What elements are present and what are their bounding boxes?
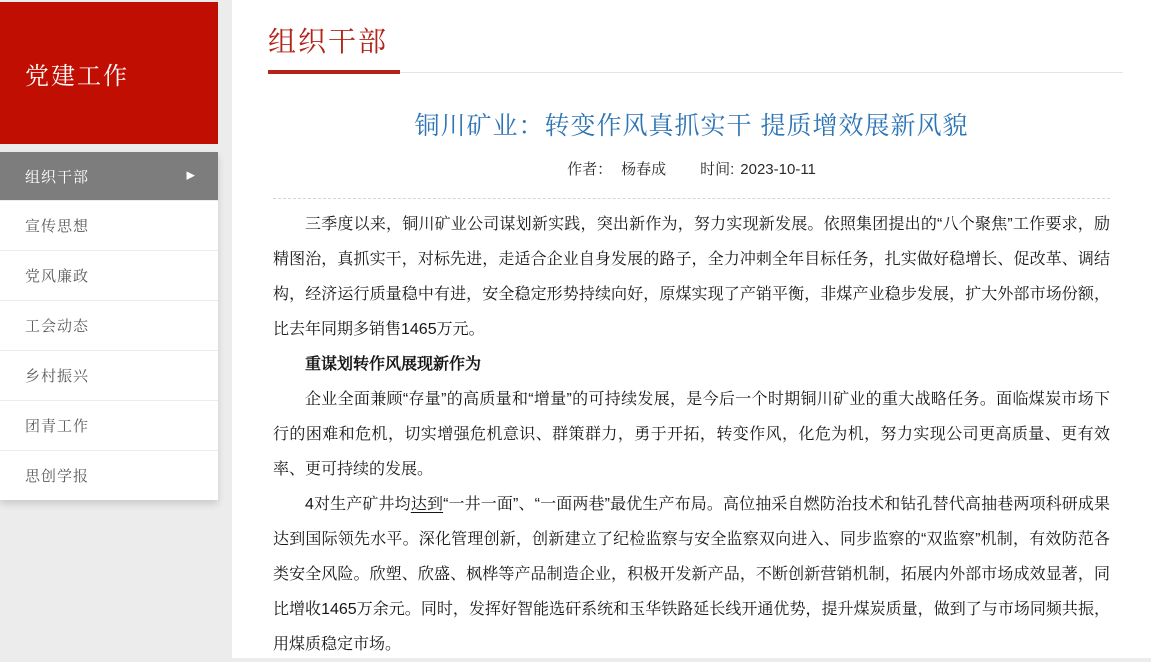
section-divider-accent: [268, 70, 400, 74]
article-meta: [232, 158, 1151, 179]
sidebar-item-label: 思创学报: [25, 468, 90, 485]
sidebar-header: [0, 2, 218, 144]
section-title: 组织干部: [268, 26, 389, 57]
sidebar-menu: [0, 152, 218, 500]
time-value: 2023-10-11: [740, 161, 816, 178]
author-label: 作者：: [567, 161, 613, 178]
paragraph-3-rest: “一井一面”、“一面两巷”最优生产布局。高位抽采自燃防治技术和钻孔替代高抽巷两项科研成果达到国际领先水平。深化管理创新，创新建立了纪检监察与安全监察双向进入、同步监察的“双监察”机制，有效防范各类安全风险。欣塑、欣盛、枫桦等产品制造企业，积极开发新产品，不断创新营销机制，拓展内外部市场成效显著，同比增收1465万余元。同时，发挥好智能选矸系统和玉华铁路延长线开通优势，提升煤炭质量，做到了与市场同频共振，用煤质稳定市场。: [273, 496, 1110, 653]
sidebar-item-label: 团青工作: [25, 418, 90, 435]
sidebar-item-label: 宣传思想: [25, 218, 90, 235]
article-subtitle: 重谋划转作风展现新作为: [305, 356, 482, 373]
article: [232, 106, 1151, 662]
sidebar-item-label: 工会动态: [25, 318, 90, 335]
paragraph-2: 企业全面兼顾“存量”的高质量和“增量”的可持续发展，是今后一个时期铜川矿业的重大战略任务。面临煤炭市场下行的困难和危机，切实增强危机意识、群策群力，勇于开拓，转变作风，化危为机，努力实现公司更高质量、更有效率、更可持续的发展。: [273, 391, 1110, 478]
sidebar-item-label: 组织干部: [25, 168, 90, 186]
sidebar-item-label: 乡村振兴: [25, 368, 90, 385]
time-label: 时间:: [700, 161, 735, 178]
section-header: [232, 0, 1151, 73]
sidebar-title: 党建工作: [25, 62, 129, 90]
paragraph-3-pre: 4对生产矿井均: [305, 496, 411, 513]
sidebar-item-dangfenglianzheng[interactable]: [0, 250, 218, 300]
paragraph-3: [273, 487, 1110, 662]
sidebar-item-zuzhiganbu[interactable]: [0, 152, 218, 200]
sidebar-item-xiangcunzhenxing[interactable]: [0, 350, 218, 400]
sidebar-item-sichuangxuebao[interactable]: [0, 450, 218, 500]
sidebar-item-gonghuidongtai[interactable]: [0, 300, 218, 350]
article-body: [273, 207, 1110, 662]
sidebar-item-xuanchuansixiang[interactable]: [0, 200, 218, 250]
dashed-divider: [273, 198, 1110, 199]
main-content: [232, 0, 1151, 658]
sidebar-item-tuanqinggongzuo[interactable]: [0, 400, 218, 450]
sidebar-item-label: 党风廉政: [25, 268, 90, 285]
article-title: 铜川矿业：转变作风真抓实干 提质增效展新风貌: [414, 112, 969, 140]
arrow-right-icon: ▶: [186, 169, 196, 182]
author-name: 杨春成: [621, 161, 667, 178]
paragraph-3-underlined: 达到: [410, 496, 444, 513]
section-divider: [268, 69, 1123, 73]
sidebar: [0, 0, 218, 500]
paragraph-1: 三季度以来，铜川矿业公司谋划新实践，突出新作为，努力实现新发展。依照集团提出的“八个聚焦”工作要求，励精图治，真抓实干，对标先进，走适合企业自身发展的路子，全力冲刺全年目标任务，扎实做好稳增长、促改革、调结构，经济运行质量稳中有进，安全稳定形势持续向好，原煤实现了产销平衡，非煤产业稳步发展，扩大外部市场份额，比去年同期多销售1465万元。: [273, 216, 1110, 338]
